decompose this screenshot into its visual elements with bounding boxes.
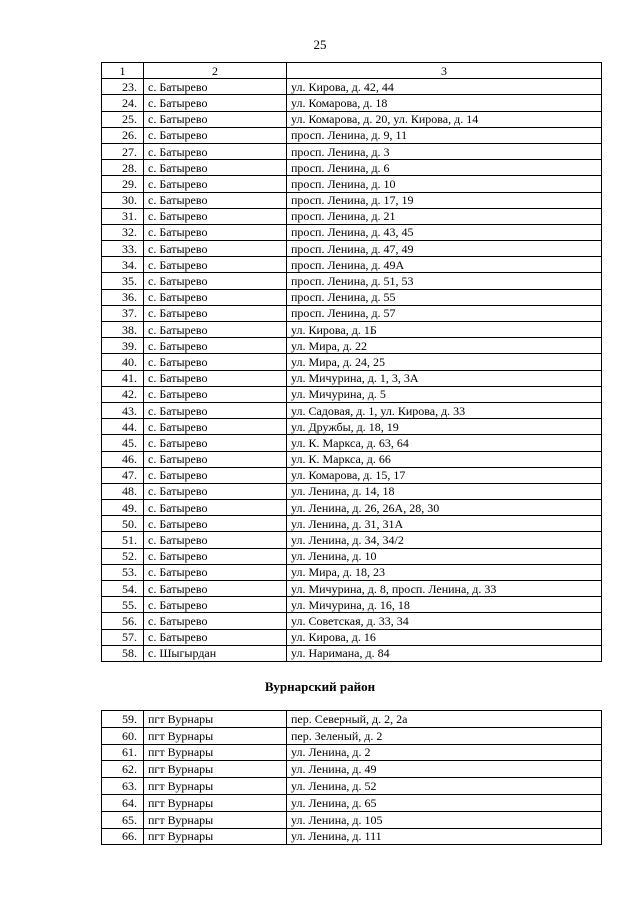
settlement-cell: пгт Вурнары (144, 761, 287, 778)
row-number: 45. (102, 435, 144, 451)
settlement-cell: пгт Вурнары (144, 828, 287, 845)
table-row (102, 597, 602, 613)
table-row (102, 419, 602, 435)
table-row (102, 257, 602, 273)
table-row (102, 794, 602, 811)
row-number: 36. (102, 289, 144, 305)
address-cell: ул. Ленина, д. 10 (287, 548, 602, 564)
table-row (102, 160, 602, 176)
table-row (102, 483, 602, 499)
row-number: 27. (102, 143, 144, 159)
settlement-cell: с. Батырево (144, 629, 287, 645)
settlement-cell: с. Батырево (144, 581, 287, 597)
table-row (102, 305, 602, 321)
settlement-cell: с. Батырево (144, 79, 287, 95)
address-cell: ул. Ленина, д. 26, 26А, 28, 30 (287, 500, 602, 516)
address-cell: пер. Зеленый, д. 2 (287, 727, 602, 744)
address-cell: ул. Ленина, д. 52 (287, 778, 602, 795)
table-row (102, 402, 602, 418)
row-number: 33. (102, 241, 144, 257)
row-number: 65. (102, 811, 144, 828)
row-number: 54. (102, 581, 144, 597)
settlement-cell: с. Батырево (144, 419, 287, 435)
settlement-cell: с. Батырево (144, 500, 287, 516)
address-cell: просп. Ленина, д. 9, 11 (287, 127, 602, 143)
table-row (102, 176, 602, 192)
row-number: 50. (102, 516, 144, 532)
address-cell: ул. К. Маркса, д. 66 (287, 451, 602, 467)
table-row (102, 111, 602, 127)
row-number: 55. (102, 597, 144, 613)
table-row (102, 354, 602, 370)
row-number: 51. (102, 532, 144, 548)
address-cell: ул. Мичурина, д. 1, 3, 3А (287, 370, 602, 386)
settlement-cell: с. Батырево (144, 548, 287, 564)
table-row (102, 435, 602, 451)
row-number: 60. (102, 727, 144, 744)
row-number: 38. (102, 322, 144, 338)
settlement-cell: с. Батырево (144, 613, 287, 629)
table-row (102, 645, 602, 661)
table-row (102, 744, 602, 761)
table-body (102, 711, 602, 845)
row-number: 64. (102, 794, 144, 811)
table-row (102, 467, 602, 483)
row-number: 39. (102, 338, 144, 354)
settlement-cell: с. Батырево (144, 386, 287, 402)
table-row (102, 532, 602, 548)
table-header-row (102, 63, 602, 79)
address-cell: просп. Ленина, д. 55 (287, 289, 602, 305)
settlement-cell: с. Батырево (144, 402, 287, 418)
table-row (102, 370, 602, 386)
addresses-table-vurnary (101, 710, 602, 845)
settlement-cell: с. Батырево (144, 451, 287, 467)
settlement-cell: с. Батырево (144, 532, 287, 548)
table-row (102, 581, 602, 597)
address-cell: просп. Ленина, д. 47, 49 (287, 241, 602, 257)
address-cell: ул. Мира, д. 24, 25 (287, 354, 602, 370)
settlement-cell: с. Батырево (144, 241, 287, 257)
address-cell: ул. Мичурина, д. 8, просп. Ленина, д. 33 (287, 581, 602, 597)
table-row (102, 778, 602, 795)
row-number: 44. (102, 419, 144, 435)
settlement-cell: пгт Вурнары (144, 727, 287, 744)
address-cell: ул. Комарова, д. 15, 17 (287, 467, 602, 483)
address-cell: ул. Наримана, д. 84 (287, 645, 602, 661)
settlement-cell: пгт Вурнары (144, 744, 287, 761)
settlement-cell: пгт Вурнары (144, 794, 287, 811)
table-row (102, 828, 602, 845)
address-cell: просп. Ленина, д. 3 (287, 143, 602, 159)
address-cell: ул. Кирова, д. 42, 44 (287, 79, 602, 95)
table-row (102, 711, 602, 728)
row-number: 35. (102, 273, 144, 289)
row-number: 66. (102, 828, 144, 845)
table-row (102, 613, 602, 629)
table-row (102, 338, 602, 354)
row-number: 46. (102, 451, 144, 467)
table-row (102, 451, 602, 467)
settlement-cell: с. Батырево (144, 273, 287, 289)
table-row (102, 224, 602, 240)
address-cell: ул. Ленина, д. 2 (287, 744, 602, 761)
address-cell: просп. Ленина, д. 10 (287, 176, 602, 192)
settlement-cell: с. Батырево (144, 224, 287, 240)
table-row (102, 79, 602, 95)
address-cell: ул. Мичурина, д. 16, 18 (287, 597, 602, 613)
row-number: 31. (102, 208, 144, 224)
address-cell: ул. Ленина, д. 65 (287, 794, 602, 811)
row-number: 59. (102, 711, 144, 728)
settlement-cell: пгт Вурнары (144, 711, 287, 728)
table-row (102, 548, 602, 564)
page-number: 25 (313, 37, 327, 52)
row-number: 53. (102, 564, 144, 580)
table-row (102, 811, 602, 828)
row-number: 24. (102, 95, 144, 111)
section-title: Вурнарский район (264, 679, 376, 694)
row-number: 26. (102, 127, 144, 143)
row-number: 30. (102, 192, 144, 208)
row-number: 62. (102, 761, 144, 778)
table-row (102, 192, 602, 208)
settlement-cell: с. Батырево (144, 564, 287, 580)
row-number: 56. (102, 613, 144, 629)
column-header-1: 1 (102, 63, 144, 79)
row-number: 37. (102, 305, 144, 321)
settlement-cell: с. Батырево (144, 160, 287, 176)
settlement-cell: пгт Вурнары (144, 811, 287, 828)
settlement-cell: с. Батырево (144, 95, 287, 111)
address-cell: ул. Ленина, д. 49 (287, 761, 602, 778)
address-cell: ул. Ленина, д. 14, 18 (287, 483, 602, 499)
settlement-cell: с. Батырево (144, 435, 287, 451)
address-cell: просп. Ленина, д. 17, 19 (287, 192, 602, 208)
table-row (102, 289, 602, 305)
row-number: 25. (102, 111, 144, 127)
column-header-3: 3 (287, 63, 602, 79)
row-number: 40. (102, 354, 144, 370)
settlement-cell: с. Батырево (144, 289, 287, 305)
address-cell: ул. Садовая, д. 1, ул. Кирова, д. 33 (287, 402, 602, 418)
row-number: 23. (102, 79, 144, 95)
address-cell: просп. Ленина, д. 6 (287, 160, 602, 176)
address-cell: пер. Северный, д. 2, 2а (287, 711, 602, 728)
settlement-cell: с. Батырево (144, 111, 287, 127)
row-number: 61. (102, 744, 144, 761)
row-number: 34. (102, 257, 144, 273)
address-cell: ул. Мира, д. 18, 23 (287, 564, 602, 580)
table-row (102, 273, 602, 289)
settlement-cell: пгт Вурнары (144, 778, 287, 795)
address-cell: ул. Ленина, д. 111 (287, 828, 602, 845)
row-number: 41. (102, 370, 144, 386)
row-number: 52. (102, 548, 144, 564)
row-number: 32. (102, 224, 144, 240)
column-header-2: 2 (144, 63, 287, 79)
table-row (102, 727, 602, 744)
table-body (102, 79, 602, 662)
settlement-cell: с. Батырево (144, 127, 287, 143)
settlement-cell: с. Батырево (144, 322, 287, 338)
row-number: 57. (102, 629, 144, 645)
address-cell: просп. Ленина, д. 21 (287, 208, 602, 224)
address-cell: ул. Комарова, д. 18 (287, 95, 602, 111)
table-row (102, 143, 602, 159)
settlement-cell: с. Батырево (144, 483, 287, 499)
address-cell: ул. Советская, д. 33, 34 (287, 613, 602, 629)
row-number: 63. (102, 778, 144, 795)
settlement-cell: с. Батырево (144, 257, 287, 273)
table-row (102, 629, 602, 645)
address-cell: ул. Ленина, д. 105 (287, 811, 602, 828)
address-cell: ул. К. Маркса, д. 63, 64 (287, 435, 602, 451)
table-row (102, 564, 602, 580)
table-row (102, 386, 602, 402)
settlement-cell: с. Батырево (144, 176, 287, 192)
settlement-cell: с. Батырево (144, 338, 287, 354)
addresses-table (101, 62, 602, 662)
address-cell: ул. Комарова, д. 20, ул. Кирова, д. 14 (287, 111, 602, 127)
table-row (102, 500, 602, 516)
settlement-cell: с. Батырево (144, 208, 287, 224)
address-cell: ул. Ленина, д. 34, 34/2 (287, 532, 602, 548)
address-cell: ул. Дружбы, д. 18, 19 (287, 419, 602, 435)
address-cell: ул. Мира, д. 22 (287, 338, 602, 354)
settlement-cell: с. Батырево (144, 143, 287, 159)
row-number: 42. (102, 386, 144, 402)
row-number: 43. (102, 402, 144, 418)
settlement-cell: с. Батырево (144, 305, 287, 321)
table-row (102, 761, 602, 778)
table-row (102, 322, 602, 338)
row-number: 47. (102, 467, 144, 483)
address-cell: ул. Кирова, д. 1Б (287, 322, 602, 338)
address-cell: просп. Ленина, д. 49А (287, 257, 602, 273)
settlement-cell: с. Батырево (144, 354, 287, 370)
table-row (102, 516, 602, 532)
address-cell: ул. Кирова, д. 16 (287, 629, 602, 645)
row-number: 49. (102, 500, 144, 516)
table-row (102, 241, 602, 257)
settlement-cell: с. Батырево (144, 597, 287, 613)
table-row (102, 95, 602, 111)
row-number: 29. (102, 176, 144, 192)
row-number: 28. (102, 160, 144, 176)
settlement-cell: с. Батырево (144, 467, 287, 483)
address-cell: просп. Ленина, д. 43, 45 (287, 224, 602, 240)
address-cell: ул. Ленина, д. 31, 31А (287, 516, 602, 532)
address-cell: ул. Мичурина, д. 5 (287, 386, 602, 402)
address-cell: просп. Ленина, д. 51, 53 (287, 273, 602, 289)
settlement-cell: с. Шыгырдан (144, 645, 287, 661)
settlement-cell: с. Батырево (144, 370, 287, 386)
table-row (102, 127, 602, 143)
address-cell: просп. Ленина, д. 57 (287, 305, 602, 321)
table-row (102, 208, 602, 224)
row-number: 48. (102, 483, 144, 499)
settlement-cell: с. Батырево (144, 516, 287, 532)
row-number: 58. (102, 645, 144, 661)
settlement-cell: с. Батырево (144, 192, 287, 208)
